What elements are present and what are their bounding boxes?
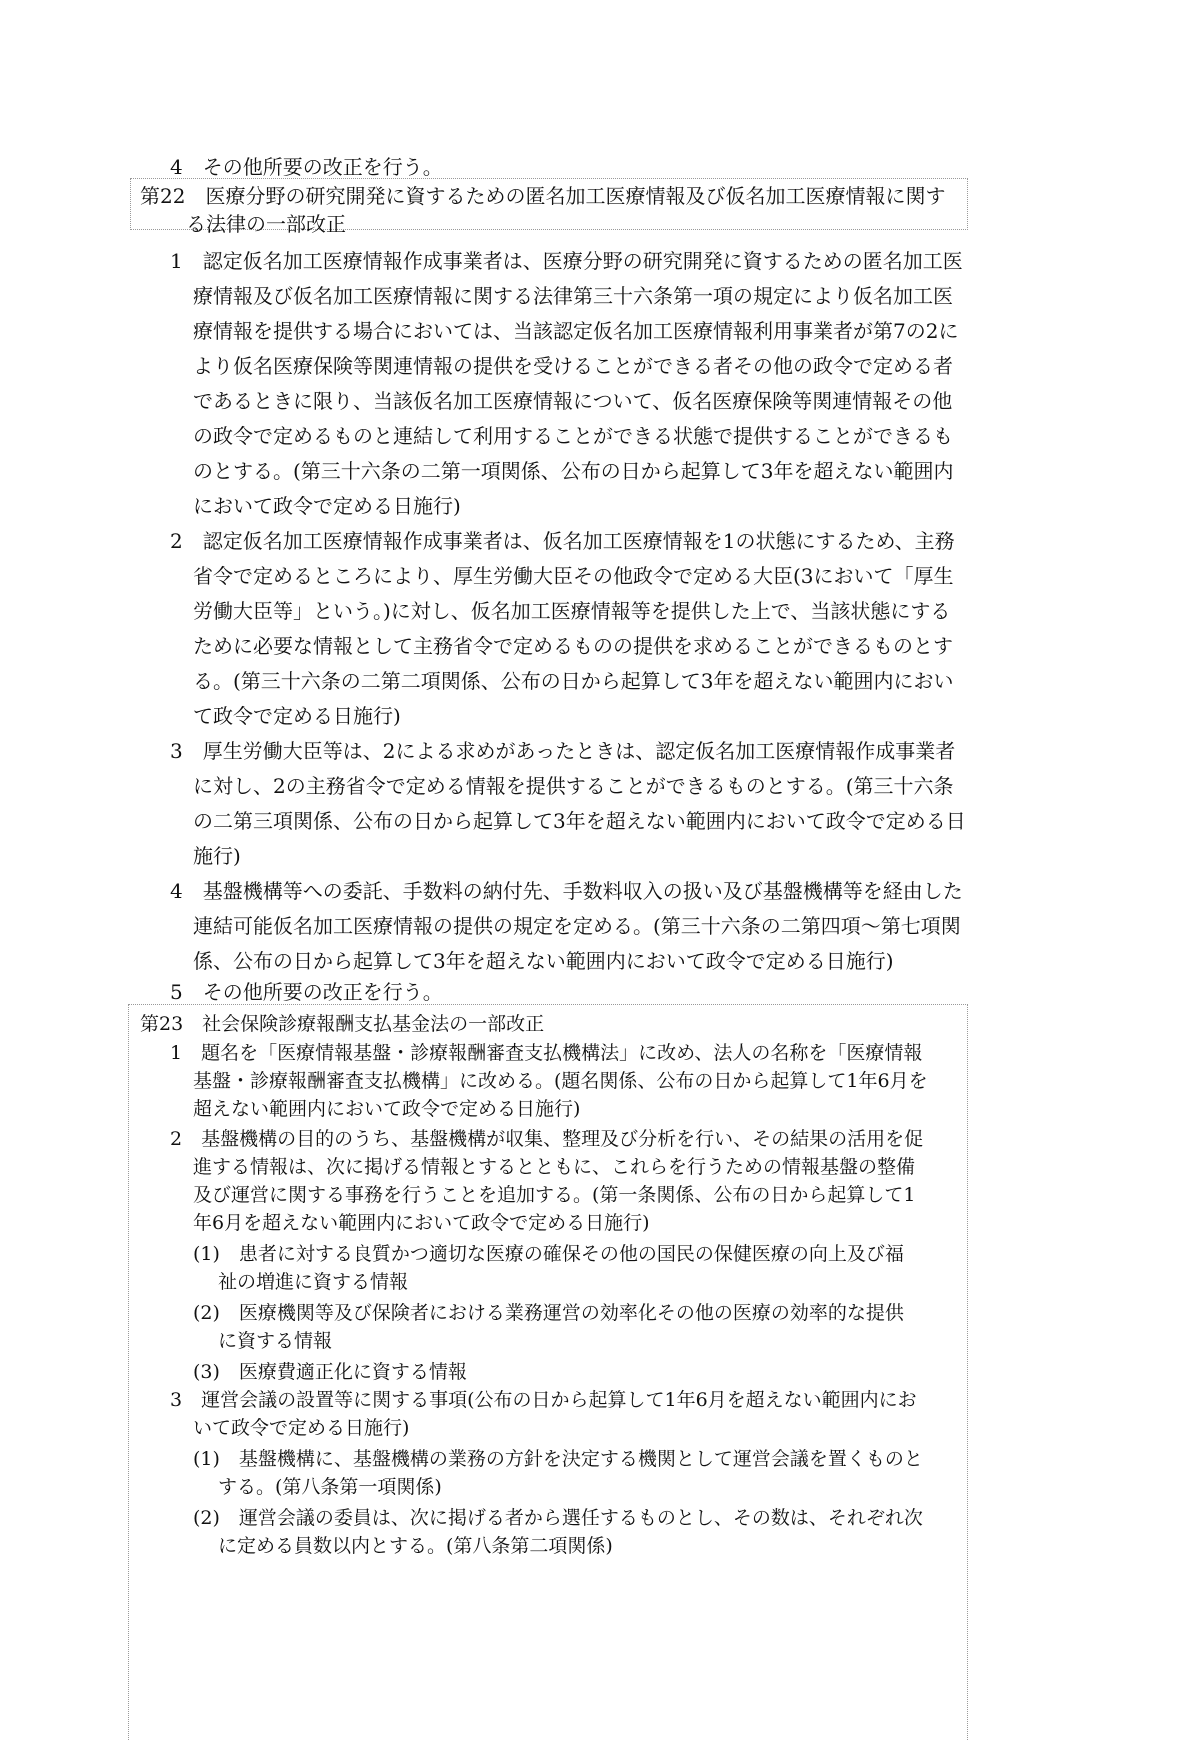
section23-item-2-sub-3: (3) 医療費適正化に資する情報 [193, 1361, 467, 1383]
item-line: 2 認定仮名加工医療情報作成事業者は、仮名加工医療情報を1の状態にするため、主務 [170, 529, 955, 553]
item-line: であるときに限り、当該仮名加工医療情報について、仮名医療保険等関連情報その他 [193, 389, 953, 413]
item-line: 連結可能仮名加工医療情報の提供の規定を定める。(第三十六条の二第四項～第七項関 [193, 914, 961, 938]
item-line: 3 運営会議の設置等に関する事項(公布の日から起算して1年6月を超えない範囲内にお [170, 1389, 917, 1411]
item-line: (2) 医療機関等及び保険者における業務運営の効率化その他の医療の効率的な提供 [193, 1302, 904, 1324]
item-line: 省令で定めるところにより、厚生労働大臣その他政令で定める大臣(3において「厚生 [193, 564, 954, 588]
item-line: に資する情報 [218, 1330, 333, 1352]
item-line: 療情報及び仮名加工医療情報に関する法律第三十六条第一項の規定により仮名加工医 [193, 284, 953, 308]
section23-heading: 第23 社会保険診療報酬支払基金法の一部改正 [140, 1013, 545, 1035]
item-line: る。(第三十六条の二第二項関係、公布の日から起算して3年を超えない範囲内におい [193, 669, 954, 693]
top-item-4: 4 その他所要の改正を行う。 [170, 155, 443, 179]
item-line: の二第三項関係、公布の日から起算して3年を超えない範囲内において政令で定める日 [193, 809, 966, 833]
item-line: 労働大臣等」という。)に対し、仮名加工医療情報等を提供した上で、当該状態にする [193, 599, 951, 623]
item-line: する。(第八条第一項関係) [218, 1476, 442, 1498]
item-line: 係、公布の日から起算して3年を超えない範囲内において政令で定める日施行) [193, 949, 894, 973]
item-line: 及び運営に関する事務を行うことを追加する。(第一条関係、公布の日から起算して1 [193, 1184, 916, 1206]
item-line: 年6月を超えない範囲内において政令で定める日施行) [193, 1212, 650, 1234]
item-line: 2 基盤機構の目的のうち、基盤機構が収集、整理及び分析を行い、その結果の活用を促 [170, 1128, 924, 1150]
item-line: ために必要な情報として主務省令で定めるものの提供を求めることができるものとす [193, 634, 953, 658]
item-line: (2) 運営会議の委員は、次に掲げる者から選任するものとし、その数は、それぞれ次 [193, 1507, 923, 1529]
item-line: に定める員数以内とする。(第八条第二項関係) [218, 1535, 613, 1557]
item-line: 1 題名を「医療情報基盤・診療報酬審査支払機構法」に改め、法人の名称を「医療情報 [170, 1042, 923, 1064]
item-line: いて政令で定める日施行) [193, 1417, 410, 1439]
item-line: の政令で定めるものと連結して利用することができる状態で提供することができるも [193, 424, 953, 448]
item-line: より仮名医療保険等関連情報の提供を受けることができる者その他の政令で定める者 [193, 354, 953, 378]
section22-heading: 第22 医療分野の研究開発に資するための匿名加工医療情報及び仮名加工医療情報に関す [140, 184, 946, 208]
item-line: 療情報を提供する場合においては、当該認定仮名加工医療情報利用事業者が第7の2に [193, 319, 959, 343]
item-line: 1 認定仮名加工医療情報作成事業者は、医療分野の研究開発に資するための匿名加工医 [170, 249, 963, 273]
item-line: において政令で定める日施行) [193, 494, 461, 518]
item-line: 祉の増進に資する情報 [218, 1271, 409, 1293]
item-line: に対し、2の主務省令で定める情報を提供することができるものとする。(第三十六条 [193, 774, 954, 798]
item-line: 進する情報は、次に掲げる情報とするとともに、これらを行うための情報基盤の整備 [193, 1156, 916, 1178]
item-line: て政令で定める日施行) [193, 704, 401, 728]
item-line: のとする。(第三十六条の二第一項関係、公布の日から起算して3年を超えない範囲内 [193, 459, 954, 483]
item-line: 基盤・診療報酬審査支払機構」に改める。(題名関係、公布の日から起算して1年6月を [193, 1070, 928, 1092]
item-line: 施行) [193, 844, 241, 868]
item-line: 超えない範囲内において政令で定める日施行) [193, 1098, 581, 1120]
item-line: (1) 患者に対する良質かつ適切な医療の確保その他の国民の保健医療の向上及び福 [193, 1243, 904, 1265]
item-line: 3 厚生労働大臣等は、2による求めがあったときは、認定仮名加工医療情報作成事業者 [170, 739, 956, 763]
section22-item-5: 5 その他所要の改正を行う。 [170, 980, 443, 1004]
item-line: (1) 基盤機構に、基盤機構の業務の方針を決定する機関として運営会議を置くものと [193, 1448, 923, 1470]
section22-heading-cont: る法律の一部改正 [186, 212, 346, 236]
item-line: 4 基盤機構等への委託、手数料の納付先、手数料収入の扱い及び基盤機構等を経由した [170, 879, 963, 903]
